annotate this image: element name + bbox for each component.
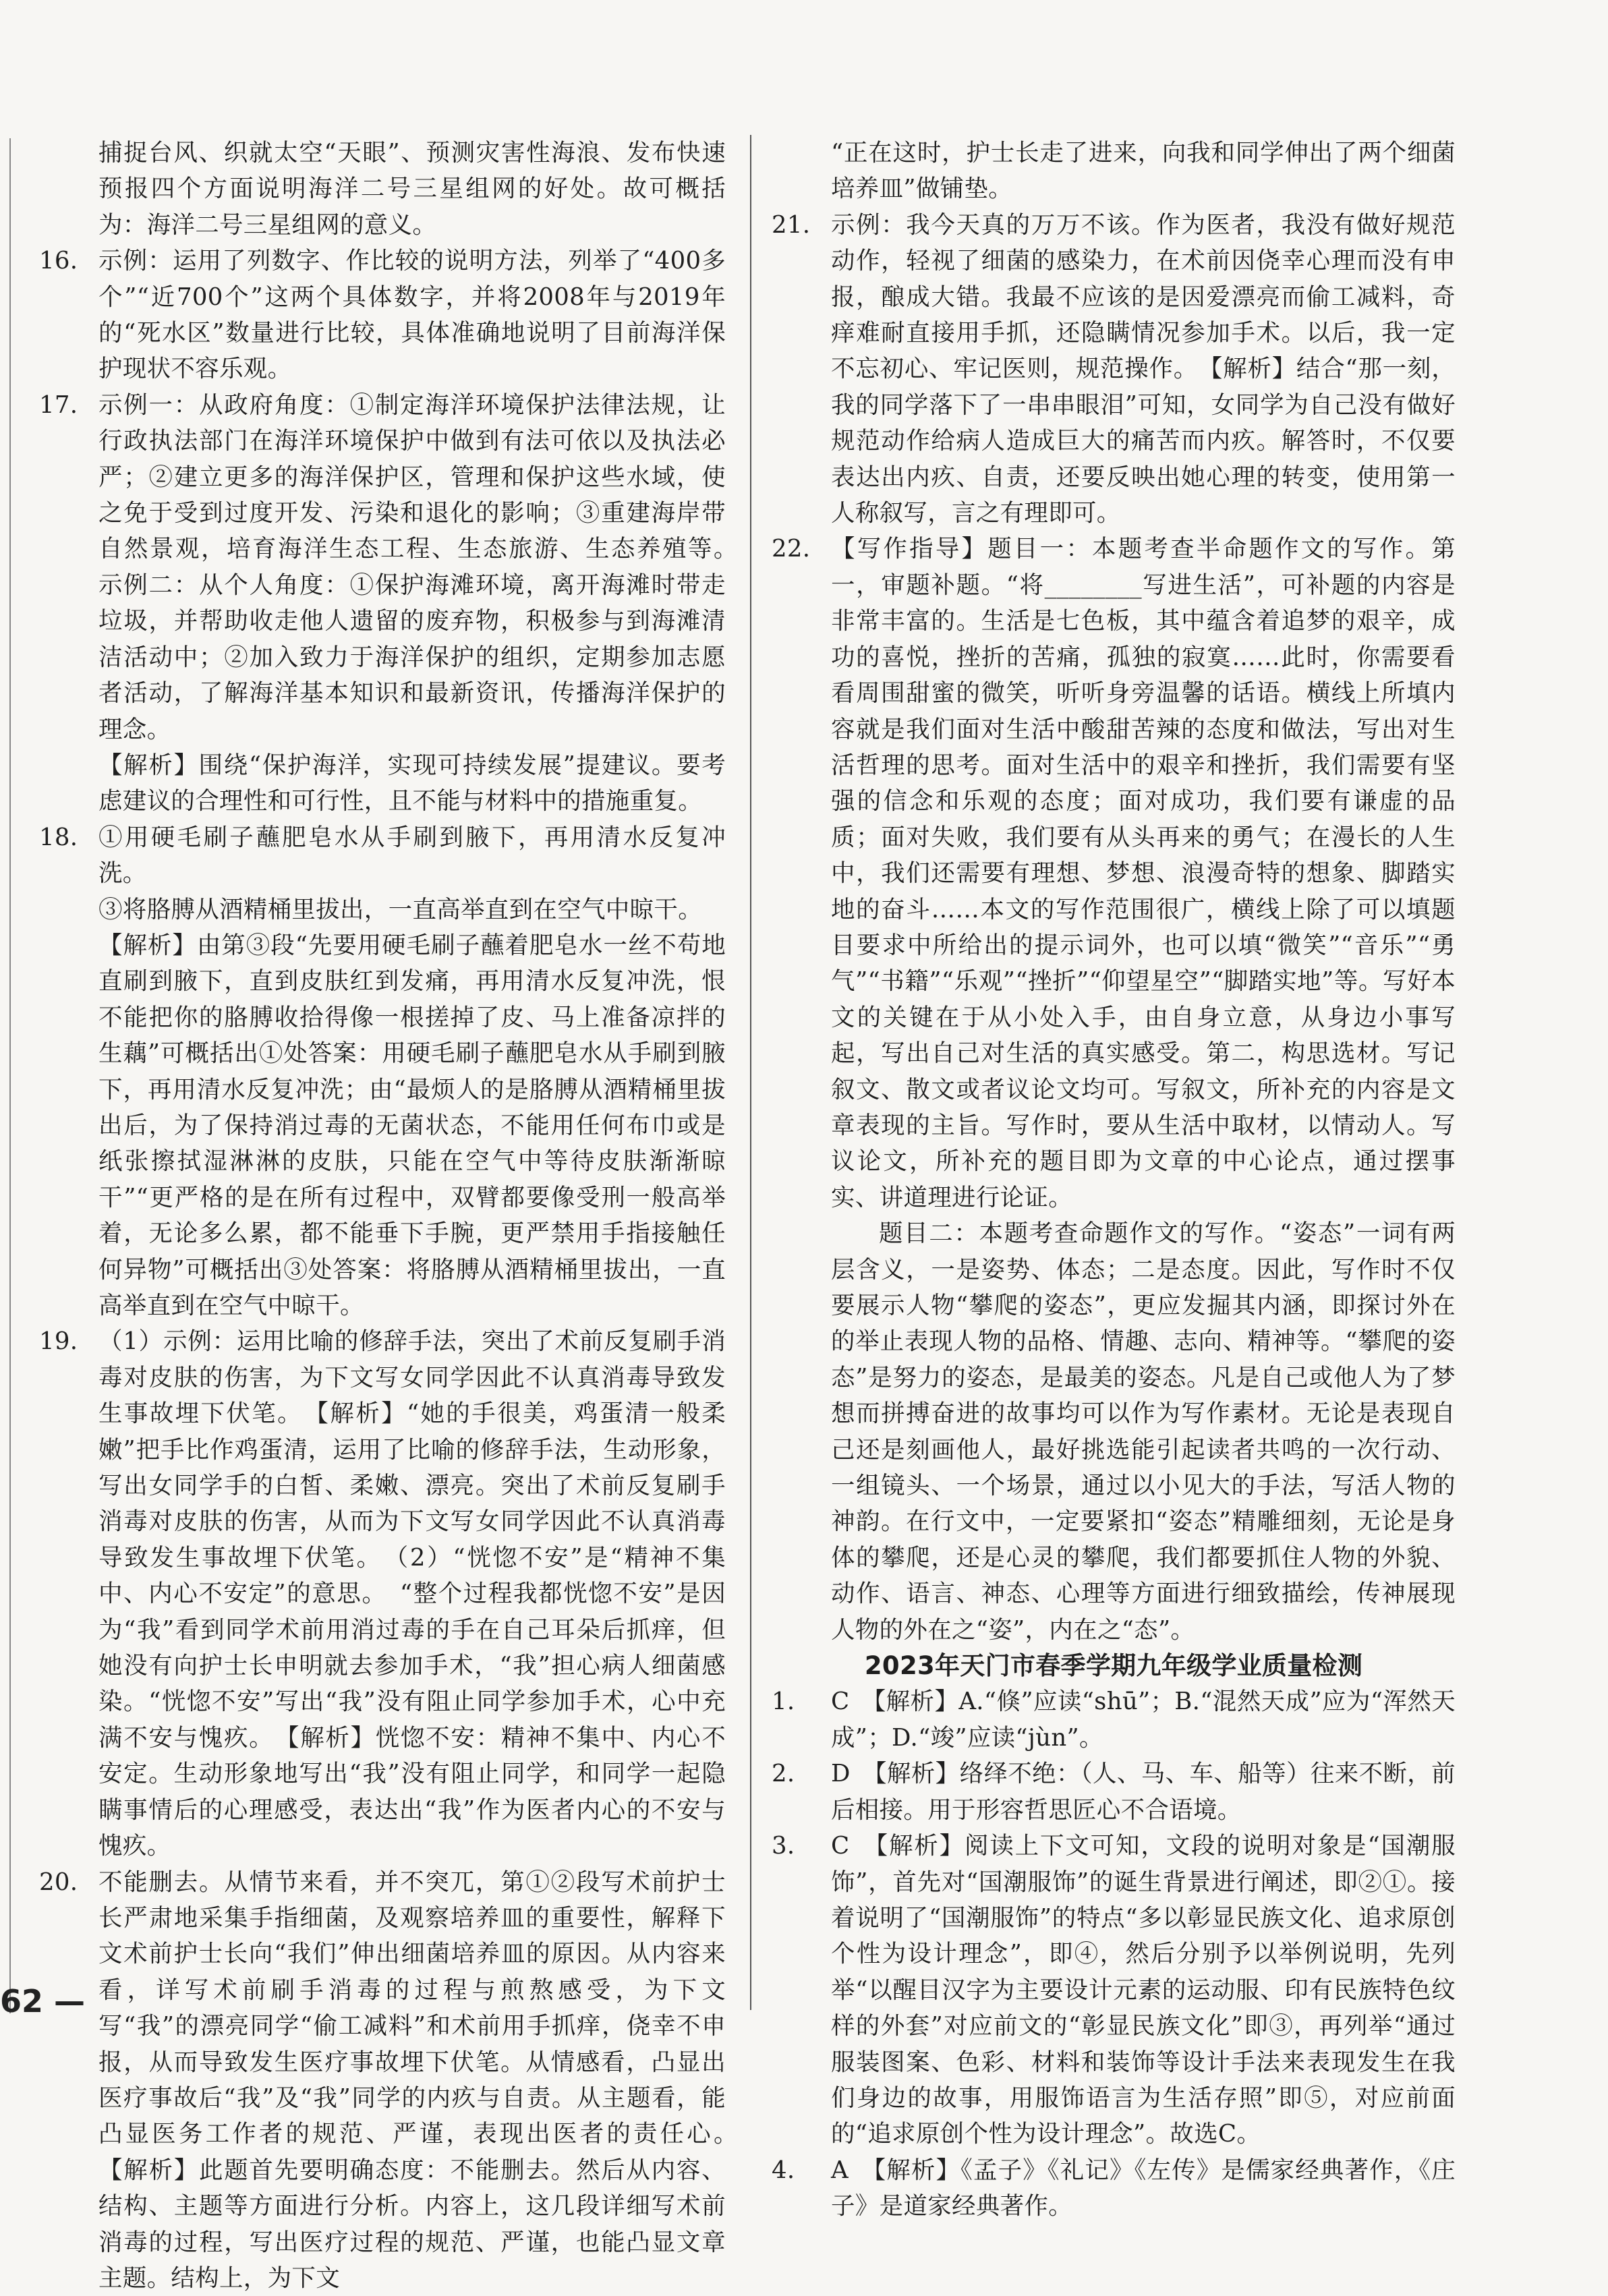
- item-number: 4.: [772, 2152, 831, 2225]
- answer-18-part3: ③将胳膊从酒精桶里拔出，一直高举直到在空气中晾干。: [39, 892, 726, 927]
- answer-item-1: [772, 1684, 1456, 1756]
- answer-item-22: [772, 531, 1456, 1215]
- item-number: 18.: [39, 820, 98, 892]
- item-number: 3.: [772, 1828, 831, 2152]
- item-number: 20.: [39, 1864, 98, 2296]
- item-number: 19.: [39, 1323, 98, 1864]
- item-text: 示例：我今天真的万万不该。作为医者，我没有做好规范动作，轻视了细菌的感染力，在术前因侥幸心理而没有申报，酿成大错。我最不应该的是因爱漂亮而偷工减料，奇痒难耐直接用手抓，还隐瞒情况参加手术。以后，我一定不忘初心、牢记医则，规范操作。 【解析】结合“那一刻，我的同学落下了一串串眼泪”可知，女同学为自己没有做好规范动作给病人造成巨大的痛苦而内疚。解答时，不仅要表达出内疚、自责，还要反映出她心理的转变，使用第一人称叙写，言之有理即可。: [831, 207, 1456, 532]
- item-number: 21.: [772, 207, 831, 532]
- analysis-18: 【解析】由第③段“先要用硬毛刷子蘸着肥皂水一丝不苟地直刷到腋下，直到皮肤红到发痛，再用清水反复冲洗，恨不能把你的胳膊收拾得像一根搓掉了皮、马上准备凉拌的生藕”可概括出①处答案：用硬毛刷子蘸肥皂水从手刷到腋下，再用清水反复冲洗；由“最烦人的是胳膊从酒精桶里拔出后，为了保持消过毒的无菌状态，不能用任何布巾或是纸张擦拭湿淋淋的皮肤，只能在空气中等待皮肤渐渐晾干”“更严格的是在所有过程中，双臂都要像受刑一般高举着，无论多么累，都不能垂下手腕，更严禁用手指接触任何异物”可概括出③处答案：将胳膊从酒精桶里拔出，一直高举直到在空气中晾干。: [39, 927, 726, 1323]
- answer-item-21: [772, 207, 1456, 532]
- item-text: 【写作指导】题目一：本题考查半命题作文的写作。第一，审题补题。“将________写进生活”，可补题的内容是非常丰富的。生活是七色板，其中蕴含着追梦的艰辛，成功的喜悦，挫折的苦痛，孤独的寂寞……此时，你需要看看周围甜蜜的微笑，听听身旁温馨的话语。横线上所填内容就是我们面对生活中酸甜苦辣的态度和做法，写出对生活哲理的思考。面对生活中的艰辛和挫折，我们需要有坚强的信念和乐观的态度；面对成功，我们要有谦虚的品质；面对失败，我们要有从头再来的勇气；在漫长的人生中，我们还需要有理想、梦想、浪漫奇特的想象、脚踏实地的奋斗……本文的写作范围很广，横线上除了可以填题目要求中所给出的提示词外，也可以填“微笑”“音乐”“勇气”“书籍”“乐观”“挫折”“仰望星空”“脚踏实地”等。写好本文的关键在于从小处入手，由自身立意，从身边小事写起，写出自己对生活的真实感受。第二，构思选材。写记叙文、散文或者议论文均可。写叙文，所补充的内容是文章表现的主旨。写作时，要从生活中取材，以情动人。写议论文，所补充的题目即为文章的中心论点，通过摆事实、讲道理进行论证。: [831, 531, 1456, 1215]
- right-column: [772, 135, 1456, 2225]
- item-text: 不能删去。从情节来看，并不突兀，第①②段写术前护士长严肃地采集手指细菌，及观察培养皿的重要性，解释下文术前护士长向“我们”伸出细菌培养皿的原因。从内容来看，详写术前刷手消毒的过程与煎熬感受，为下文写“我”的漂亮同学“偷工减料”和术前用手抓痒，侥幸不申报，从而导致发生医疗事故埋下伏笔。从情感看，凸显出医疗事故后“我”及“我”同学的内疚与自责。从主题看，能凸显医务工作者的规范、严谨，表现出医者的责任心。 【解析】此题首先要明确态度：不能删去。然后从内容、结构、主题等方面进行分析。内容上，这几段详细写术前消毒的过程，写出医疗过程的规范、严谨，也能凸显文章主题。结构上，为下文: [98, 1864, 726, 2296]
- item-text: C 【解析】阅读上下文可知，文段的说明对象是“国潮服饰”，首先对“国潮服饰”的诞生背景进行阐述，即②①。接着说明了“国潮服饰”的特点“多以彰显民族文化、追求原创个性为设计理念”，即④，然后分别予以举例说明，先列举“以醒目汉字为主要设计元素的运动服、印有民族特色纹样的外套”对应前文的“彰显民族文化”即③，再列举“通过服装图案、色彩、材料和装饰等设计手法来表现发生在我们身边的故事，用服饰语言为生活存照”即⑤，对应前面的“追求原创个性为设计理念”。故选C。: [831, 1828, 1456, 2152]
- item-number: 22.: [772, 531, 831, 1215]
- answer-item-17: [39, 387, 726, 747]
- item-text: 示例：运用了列数字、作比较的说明方法，列举了“400多个”“近700个”这两个具体数字，并将2008年与2019年的“死水区”数量进行比较，具体准确地说明了目前海洋保护现状不容乐观。: [98, 243, 726, 387]
- left-edge-rule: [9, 138, 11, 2013]
- item-text: D 【解析】络绎不绝：（人、马、车、船等）往来不断，前后相接。用于形容哲思匠心不合语境。: [831, 1756, 1456, 1828]
- page-number: 62 —: [0, 1983, 85, 2019]
- item-number: 1.: [772, 1684, 831, 1756]
- item-number: 17.: [39, 387, 98, 747]
- answer-item-20: [39, 1864, 726, 2296]
- answer-item-2: [772, 1756, 1456, 1828]
- answer-item-18: [39, 820, 726, 892]
- item-text: 示例一：从政府角度：①制定海洋环境保护法律法规，让行政执法部门在海洋环境保护中做到有法可依以及执法必严；②建立更多的海洋保护区，管理和保护这些水域，使之免于受到过度开发、污染和退化的影响；③重建海岸带自然景观，培育海洋生态工程、生态旅游、生态养殖等。 示例二：从个人角度：①保护海滩环境，离开海滩时带走垃圾，并帮助收走他人遗留的废弃物，积极参与到海滩清洁活动中；②加入致力于海洋保护的组织，定期参加志愿者活动，了解海洋基本知识和最新资讯，传播海洋保护的理念。: [98, 387, 726, 747]
- answer-item-19: [39, 1323, 726, 1864]
- answer-item-16: [39, 243, 726, 387]
- answer-item-4: [772, 2152, 1456, 2225]
- writing-guide-topic-2: 题目二：本题考查命题作文的写作。“姿态”一词有两层含义，一是姿势、体态；二是态度。因此，写作时不仅要展示人物“攀爬的姿态”，更应发掘其内涵，即探讨外在的举止表现人物的品格、情趣、志向、精神等。“攀爬的姿态”是努力的姿态，是最美的姿态。凡是自己或他人为了梦想而拼搏奋进的故事均可以作为写作素材。无论是表现自己还是刻画他人，最好挑选能引起读者共鸣的一次行动、一组镜头、一个场景，通过以小见大的手法，写活人物的神韵。在行文中，一定要紧扣“姿态”精雕细刻，无论是身体的攀爬，还是心灵的攀爬，我们都要抓住人物的外貌、动作、语言、神态、心理等方面进行细致描绘，传神展现人物的外在之“姿”，内在之“态”。: [772, 1215, 1456, 1648]
- column-divider: [750, 135, 751, 2010]
- item-text: C 【解析】A.“倏”应读“shū”；B.“混然天成”应为“浑然天成”；D.“竣”应读“jùn”。: [831, 1684, 1456, 1756]
- item-text: （1）示例：运用比喻的修辞手法，突出了术前反复刷手消毒对皮肤的伤害，为下文写女同学因此不认真消毒导致发生事故埋下伏笔。 【解析】“她的手很美，鸡蛋清一般柔嫩”把手比作鸡蛋清，运用了比喻的修辞手法，生动形象，写出女同学手的白皙、柔嫩、漂亮。突出了术前反复刷手消毒对皮肤的伤害，从而为下文写女同学因此不认真消毒导致发生事故埋下伏笔。 （2）“恍惚不安”是“精神不集中、内心不安定”的意思。 “整个过程我都恍惚不安”是因为“我”看到同学术前用消过毒的手在自己耳朵后抓痒，但她没有向护士长申明就去参加手术，“我”担心病人细菌感染。“恍惚不安”写出“我”没有阻止同学参加手术，心中充满不安与愧疚。 【解析】恍惚不安：精神不集中、内心不安定。生动形象地写出“我”没有阻止同学，和同学一起隐瞒事情后的心理感受，表达出“我”作为医者内心的不安与愧疚。: [98, 1323, 726, 1864]
- left-column: [39, 135, 726, 2296]
- item-text: ①用硬毛刷子蘸肥皂水从手刷到腋下，再用清水反复冲洗。: [98, 820, 726, 892]
- answer-16-continuation: 捕捉台风、织就太空“天眼”、预测灾害性海浪、发布快速预报四个方面说明海洋二号三星组网的好处。故可概括为：海洋二号三星组网的意义。: [39, 135, 726, 243]
- section-title: 2023年天门市春季学期九年级学业质量检测: [772, 1648, 1456, 1684]
- item-number: 16.: [39, 243, 98, 387]
- item-text: A 【解析】《孟子》《礼记》《左传》是儒家经典著作，《庄子》是道家经典著作。: [831, 2152, 1456, 2225]
- analysis-17: 【解析】围绕“保护海洋，实现可持续发展”提建议。要考虑建议的合理性和可行性，且不能与材料中的措施重复。: [39, 747, 726, 820]
- answer-20-continuation: “正在这时，护士长走了进来，向我和同学伸出了两个细菌培养皿”做铺垫。: [772, 135, 1456, 207]
- answer-item-3: [772, 1828, 1456, 2152]
- item-number: 2.: [772, 1756, 831, 1828]
